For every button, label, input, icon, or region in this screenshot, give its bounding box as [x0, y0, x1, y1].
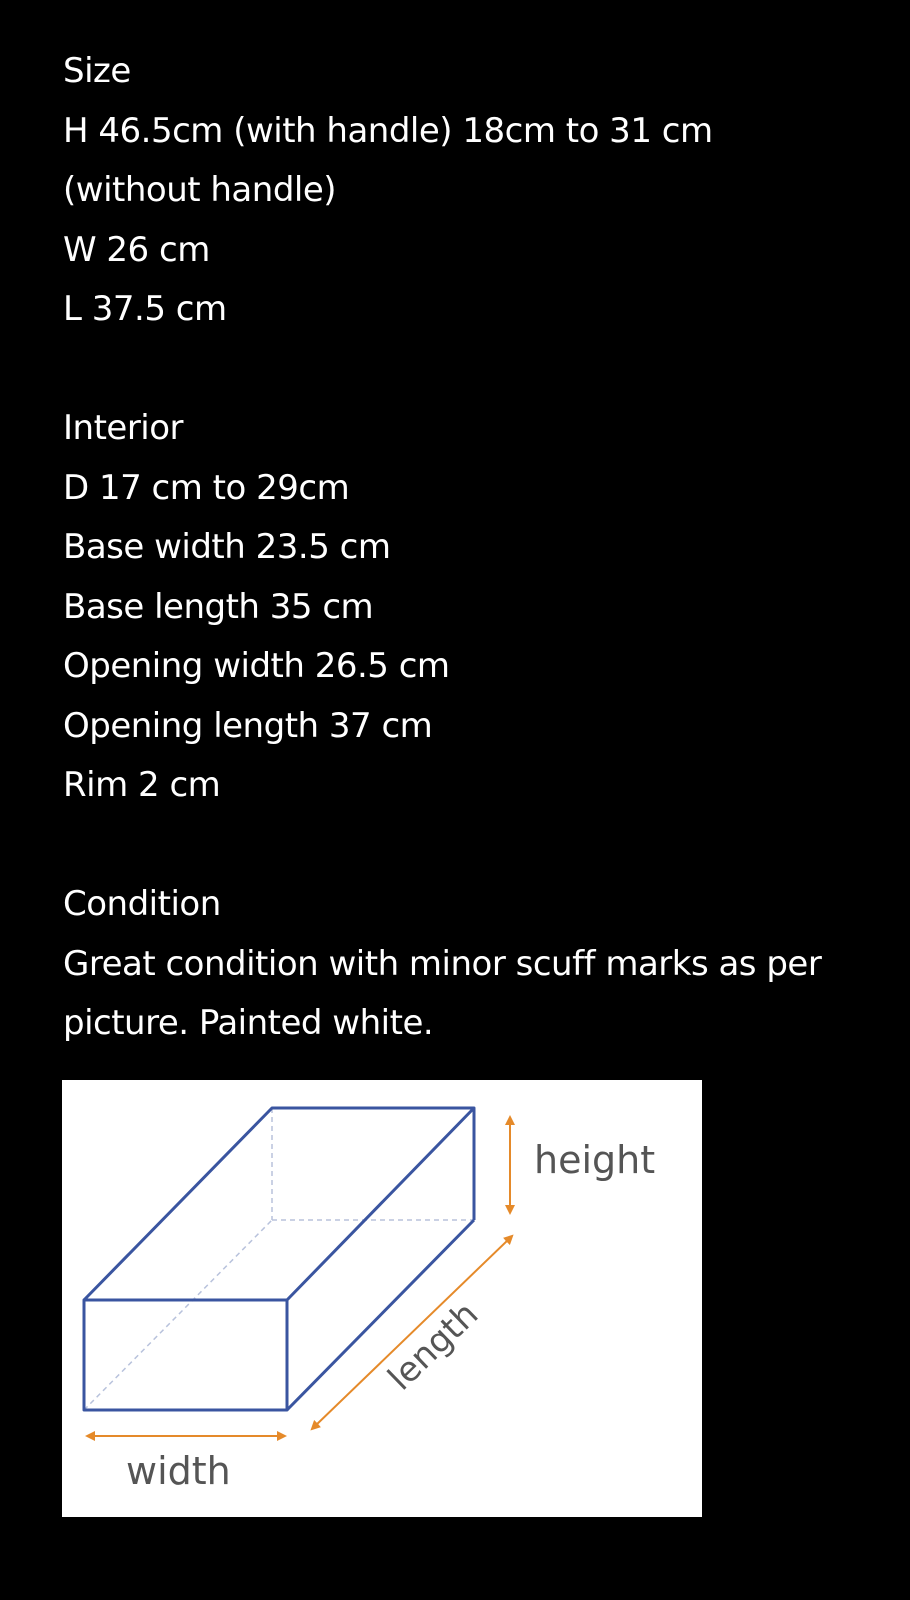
dimensions-diagram — [62, 1080, 702, 1517]
size-section — [63, 42, 883, 340]
condition-section — [63, 875, 883, 1054]
interior-heading: Interior — [63, 408, 184, 448]
size-width-line: W 26 cm — [63, 229, 210, 270]
box-front-face — [84, 1300, 287, 1410]
size-length-line: L 37.5 cm — [63, 289, 227, 329]
hidden-edge-diagonal — [84, 1220, 272, 1410]
interior-base-width-line: Base width 23.5 cm — [63, 527, 391, 567]
interior-opening-width-line: Opening width 26.5 cm — [63, 646, 450, 686]
interior-depth-line: D 17 cm to 29cm — [63, 467, 350, 508]
dimension-arrows — [90, 1120, 510, 1436]
box-top-face — [84, 1108, 474, 1300]
size-heading: Size — [63, 51, 131, 91]
interior-rim-line: Rim 2 cm — [63, 765, 221, 805]
interior-section — [63, 399, 883, 816]
product-description — [63, 42, 883, 1054]
condition-heading: Condition — [63, 884, 221, 924]
length-arrow — [314, 1238, 510, 1427]
interior-base-length-line: Base length 35 cm — [63, 586, 374, 627]
width-label: width — [126, 1449, 231, 1493]
size-height-note: (without handle) — [63, 170, 337, 210]
length-label: length — [380, 1294, 487, 1399]
condition-text: Great condition with minor scuff marks as per picture. Painted white. — [63, 943, 822, 1043]
size-height-line: H 46.5cm (with handle) 18cm to 31 cm — [63, 110, 713, 151]
interior-opening-length-line: Opening length 37 cm — [63, 705, 433, 746]
height-label: height — [534, 1138, 656, 1182]
